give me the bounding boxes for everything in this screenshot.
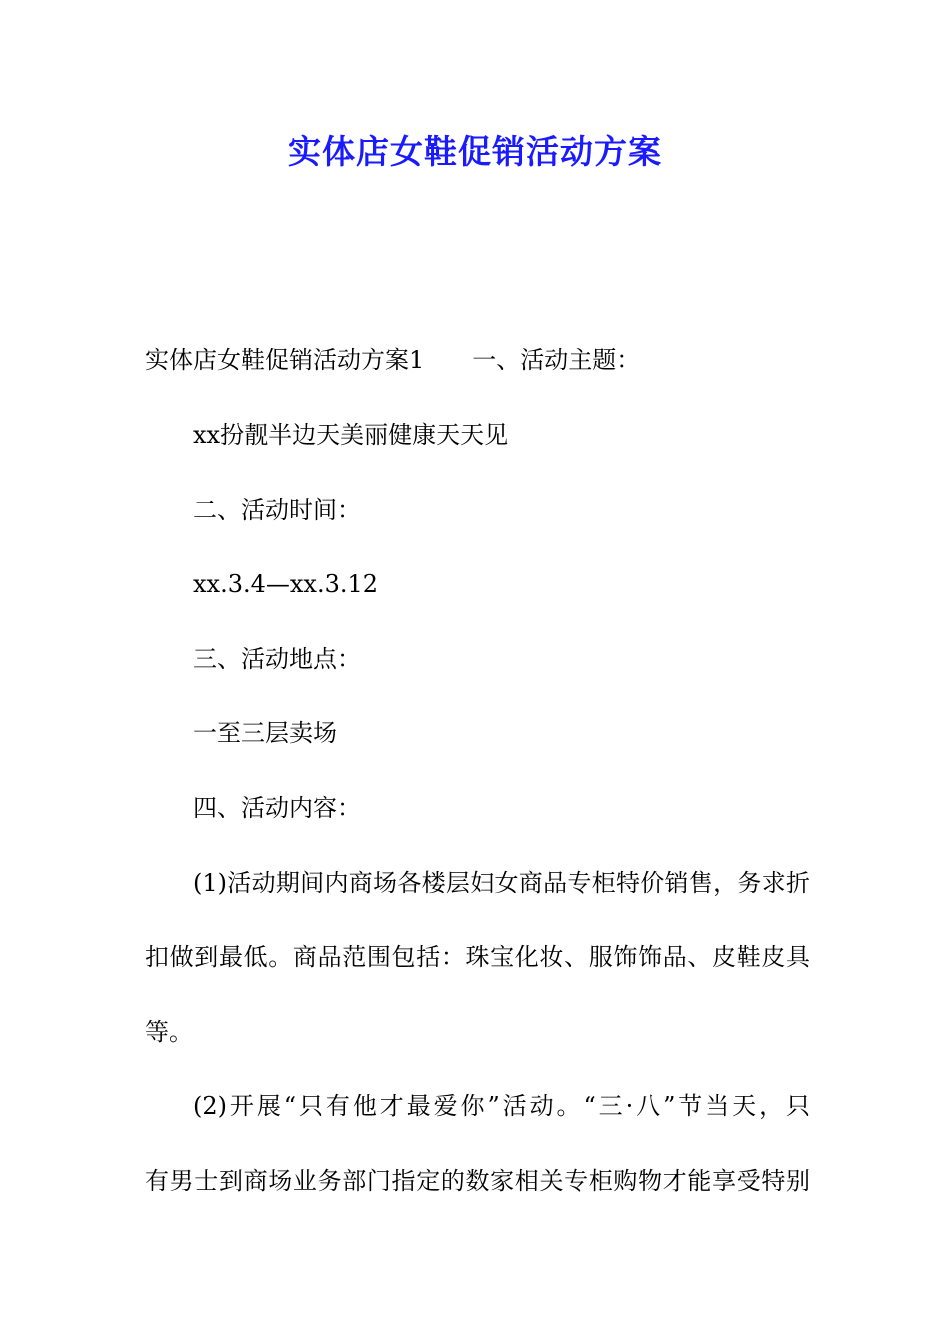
document-title: 实体店女鞋促销活动方案 [288,132,662,171]
paragraph-line: 一至三层卖场 [193,719,337,747]
plan-heading: 实体店女鞋促销活动方案1 [145,346,425,374]
paragraph-line: (2)开展“只有他才最爱你”活动。“三·八”节当天，只 [193,1092,810,1120]
section-heading-time: 二、活动时间： [193,496,361,524]
section-heading-theme: 一、活动主题： [472,346,641,374]
heading-line [145,342,810,378]
paragraph-line: 等。 [145,1018,193,1046]
paragraph-line: 扣做到最低。商品范围包括：珠宝化妆、服饰饰品、皮鞋皮具 [145,943,810,971]
section-heading-location: 三、活动地点： [193,645,361,673]
paragraph-line: 有男士到商场业务部门指定的数家相关专柜购物才能享受特别 [145,1167,810,1195]
paragraph-line: (1)活动期间内商场各楼层妇女商品专柜特价销售，务求折 [193,869,810,897]
paragraph-line: xx.3.4—xx.3.12 [193,570,379,598]
section-heading-content: 四、活动内容： [193,794,361,822]
paragraph-line: xx扮靓半边天美丽健康天天见 [193,421,509,449]
